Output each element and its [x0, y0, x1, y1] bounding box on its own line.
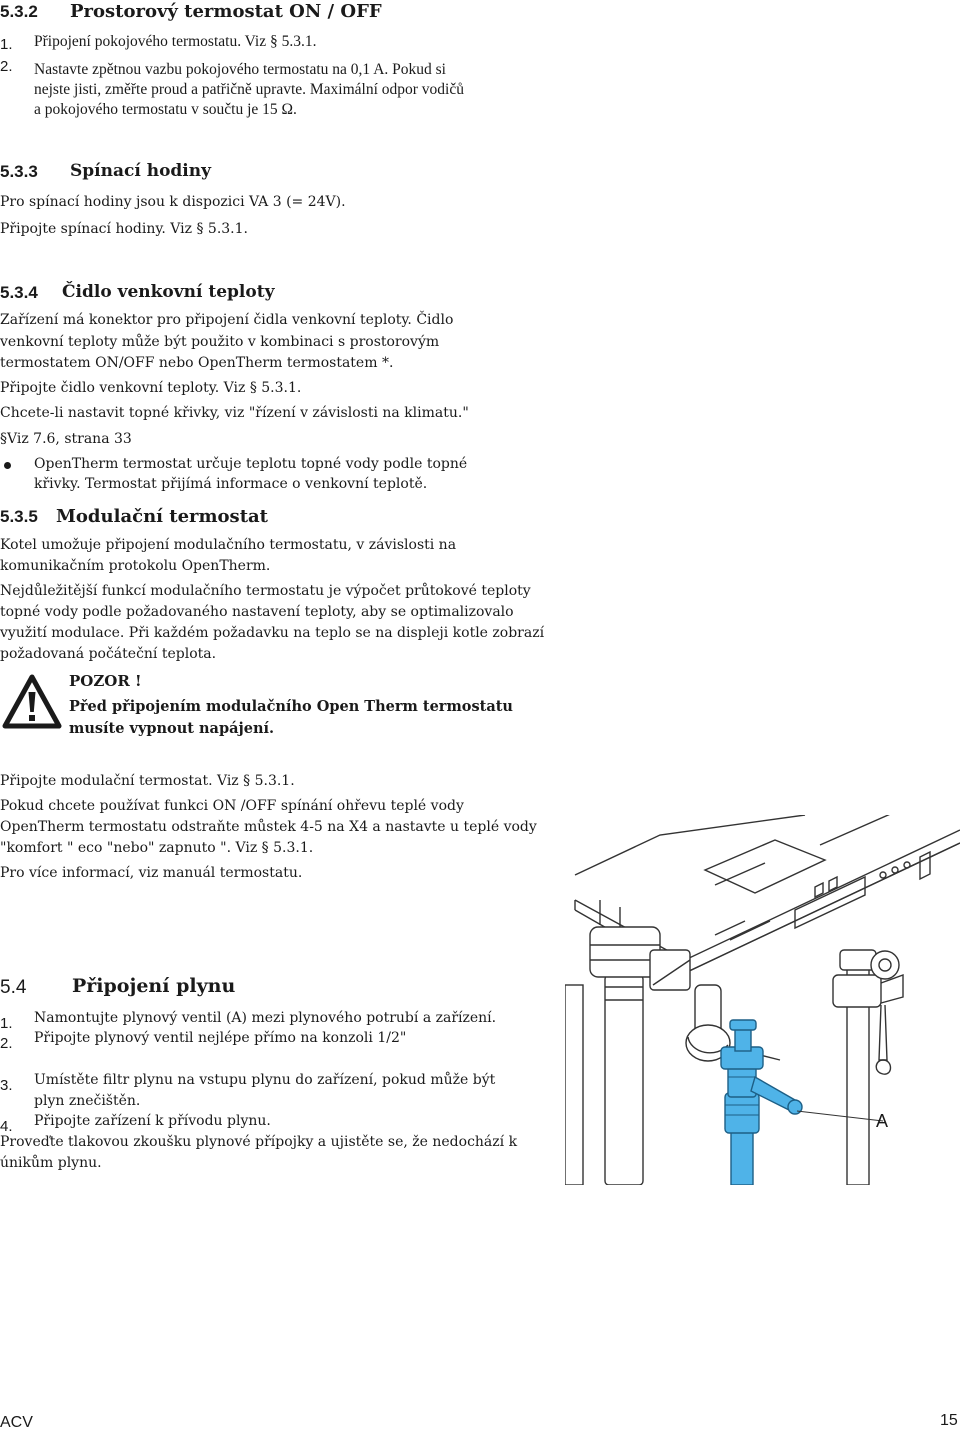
- list-item-text: Připojení pokojového termostatu. Viz § 5.3.1.: [34, 33, 317, 50]
- paragraph: topné vody podle požadovaného nastavení teploty, aby se optimalizovalo: [0, 604, 514, 620]
- section-title-534: Čidlo venkovní teploty: [62, 282, 275, 302]
- paragraph: Připojte čidlo venkovní teploty. Viz § 5.3.1.: [0, 380, 302, 396]
- paragraph: venkovní teploty může být použito v kombinaci s prostorovým: [0, 334, 440, 350]
- list-item-text: Nastavte zpětnou vazbu pokojového termostatu na 0,1 A. Pokud si: [34, 61, 446, 78]
- section-number-535: 5.3.5: [0, 507, 38, 526]
- paragraph: Pro spínací hodiny jsou k dispozici VA 3 (= 24V).: [0, 194, 346, 210]
- footer-brand: ACV: [0, 1414, 33, 1431]
- list-number: 4.: [0, 1118, 13, 1135]
- paragraph: Připojte spínací hodiny. Viz § 5.3.1.: [0, 221, 248, 237]
- bullet-dot-icon: [4, 462, 11, 469]
- list-item-text: Namontujte plynový ventil (A) mezi plynového potrubí a zařízení.: [34, 1010, 497, 1026]
- warning-title: POZOR !: [69, 672, 142, 690]
- paragraph: komunikačním protokolu OpenTherm.: [0, 558, 271, 574]
- page-number: 15: [940, 1412, 958, 1429]
- warning-text: Před připojením modulačního Open Therm termostatu: [69, 698, 513, 715]
- gas-valve-illustration: [565, 815, 960, 1185]
- section-number-533: 5.3.3: [0, 162, 38, 181]
- section-number-534: 5.3.4: [0, 283, 38, 302]
- list-item-text: nejste jisti, změřte proud a patřičně upravte. Maximální odpor vodičů: [34, 81, 464, 98]
- paragraph: "komfort " eco "nebo" zapnuto ". Viz § 5.3.1.: [0, 840, 314, 856]
- paragraph: Pro více informací, viz manuál termostatu.: [0, 865, 303, 881]
- list-item-text: Umístěte filtr plynu na vstupu plynu do zařízení, pokud může být: [34, 1072, 496, 1088]
- list-item-text: Připojte plynový ventil nejlépe přímo na konzoli 1/2": [34, 1030, 407, 1046]
- figure-label-a: A: [876, 1111, 889, 1131]
- paragraph: Připojte modulační termostat. Viz § 5.3.1.: [0, 773, 295, 789]
- bullet-text: OpenTherm termostat určuje teplotu topné vody podle topné: [34, 456, 468, 472]
- paragraph: únikům plynu.: [0, 1155, 102, 1171]
- list-number: 2.: [0, 58, 13, 75]
- paragraph: §Viz 7.6, strana 33: [0, 431, 132, 447]
- paragraph: Zařízení má konektor pro připojení čidla venkovní teploty. Čidlo: [0, 312, 454, 328]
- list-number: 2.: [0, 1035, 13, 1052]
- list-number: 1.: [0, 1015, 13, 1032]
- paragraph: termostatem ON/OFF nebo OpenTherm termostatem *.: [0, 355, 394, 371]
- paragraph: Nejdůležitější funkcí modulačního termostatu je výpočet průtokové teploty: [0, 583, 531, 599]
- section-title-54: Připojení plynu: [72, 975, 236, 997]
- warning-triangle-icon: [2, 674, 62, 730]
- bullet-text: křivky. Termostat přijímá informace o venkovní teplotě.: [34, 476, 428, 492]
- paragraph: požadovaná počáteční teplota.: [0, 646, 217, 662]
- section-title-532: Prostorový termostat ON / OFF: [70, 1, 382, 22]
- paragraph: Proveďte tlakovou zkoušku plynové přípojky a ujistěte se, že nedochází k: [0, 1134, 518, 1150]
- section-title-533: Spínací hodiny: [70, 161, 212, 181]
- paragraph: OpenTherm termostatu odstraňte můstek 4-5 na X4 a nastavte u teplé vody: [0, 819, 537, 835]
- paragraph: Pokud chcete používat funkci ON /OFF spínání ohřevu teplé vody: [0, 798, 464, 814]
- section-title-535: Modulační termostat: [56, 506, 268, 527]
- list-item-text: Připojte zařízení k přívodu plynu.: [34, 1113, 271, 1129]
- list-item-text: a pokojového termostatu v součtu je 15 Ω.: [34, 101, 297, 118]
- warning-text: musíte vypnout napájení.: [69, 720, 275, 737]
- paragraph: využití modulace. Při každém požadavku na teplo se na displeji kotle zobrazí: [0, 625, 545, 641]
- list-item-text: plyn znečištěn.: [34, 1093, 141, 1109]
- section-number-532: 5.3.2: [0, 2, 38, 21]
- section-number-54: 5.4: [0, 977, 27, 998]
- paragraph: Chcete-li nastavit topné křivky, viz "řízení v závislosti na klimatu.": [0, 405, 469, 421]
- list-number: 1.: [0, 36, 13, 53]
- paragraph: Kotel umožuje připojení modulačního termostatu, v závislosti na: [0, 537, 457, 553]
- list-number: 3.: [0, 1077, 13, 1094]
